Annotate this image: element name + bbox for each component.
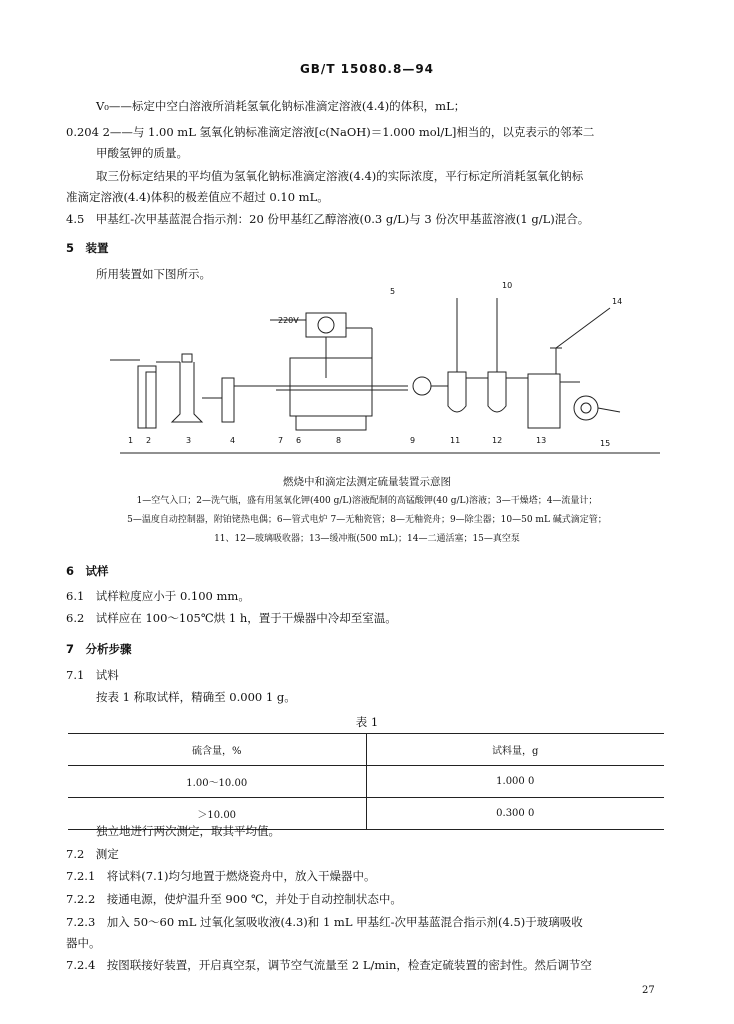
table-cell: 1.00～10.00 bbox=[68, 766, 366, 798]
diagram-label: 3 bbox=[186, 436, 192, 445]
diagram-label: 5 bbox=[390, 287, 396, 296]
diagram-label: 6 bbox=[296, 436, 302, 445]
diagram-label: 9 bbox=[410, 436, 416, 445]
text-line: 独立地进行两次测定，取其平均值。 bbox=[96, 824, 280, 838]
table-header-row bbox=[68, 734, 664, 766]
diagram-label: 13 bbox=[536, 436, 547, 445]
text-line: 准滴定溶液(4.4)体积的极差值应不超过 0.10 mL。 bbox=[66, 190, 329, 204]
figure-caption: 燃烧中和滴定法测定硫量装置示意图 bbox=[283, 476, 451, 488]
figure-legend: 5—温度自动控制器，附铂铑热电偶；6—管式电炉 7—无釉瓷管；8—无釉瓷舟；9—除尘器；10—50 mL 碱式滴定管； bbox=[127, 515, 607, 525]
text-line: 7.2.2 接通电源，使炉温升至 900 ℃，并处于自动控制状态中。 bbox=[66, 892, 402, 906]
text-line: 6.2 试样应在 100～105℃烘 1 h，置于干燥器中冷却至室温。 bbox=[66, 611, 397, 625]
text-line: 7.2.1 将试料(7.1)均匀地置于燃烧瓷舟中，放入干燥器中。 bbox=[66, 869, 376, 883]
diagram-label: 12 bbox=[492, 436, 503, 445]
diagram-label: 14 bbox=[612, 297, 623, 306]
text-line: 取三份标定结果的平均值为氢氧化钠标准滴定溶液(4.4)的实际浓度，平行标定所消耗氢氧化钠标 bbox=[96, 169, 584, 183]
text-line: 按表 1 称取试样，精确至 0.000 1 g。 bbox=[96, 690, 296, 704]
text-line: 0.204 2——与 1.00 mL 氢氧化钠标准滴定溶液[c(NaOH)＝1.000 mol/L]相当的，以克表示的邻苯二 bbox=[66, 125, 595, 139]
text-line: 所用装置如下图所示。 bbox=[96, 267, 211, 281]
table-header-cell: 硫含量，% bbox=[68, 734, 366, 766]
figure-legend: 1—空气入口；2—洗气瓶，盛有用氢氧化钾(400 g/L)溶液配制的高锰酸钾(40 g/L)溶液；3—干燥塔；4—流量计； bbox=[136, 496, 598, 506]
table-row bbox=[68, 766, 664, 798]
text-line: 7.1 试料 bbox=[66, 668, 119, 682]
text-line: 4.5 甲基红-次甲基蓝混合指示剂：20 份甲基红乙醇溶液(0.3 g/L)与 3 份次甲基蓝溶液(1 g/L)混合。 bbox=[66, 212, 590, 226]
page-number: 27 bbox=[642, 985, 655, 996]
table-title: 表 1 bbox=[355, 715, 379, 729]
diagram-label: 8 bbox=[336, 436, 342, 445]
text-line: 7.2.3 加入 50～60 mL 过氧化氢吸收液(4.3)和 1 mL 甲基红-次甲基蓝混合指示剂(4.5)于玻璃吸收 bbox=[66, 915, 583, 929]
text-line: 7.2.4 按图联接好装置，开启真空泵，调节空气流量至 2 L/min，检查定硫装置的密封性。然后调节空 bbox=[66, 958, 592, 972]
diagram-label: 11 bbox=[450, 436, 461, 445]
text-line: 甲酸氢钾的质量。 bbox=[96, 146, 188, 160]
page-header: GB/T 15080.8—94 bbox=[299, 62, 435, 76]
table-header-cell: 试料量，g bbox=[366, 734, 664, 766]
text-line: 器中。 bbox=[66, 936, 101, 950]
section-title: 7 分析步骤 bbox=[66, 642, 132, 656]
text-line: 6.1 试样粒度应小于 0.100 mm。 bbox=[66, 589, 250, 603]
diagram-label: 4 bbox=[230, 436, 236, 445]
section-title: 5 装置 bbox=[66, 241, 109, 255]
text-line: V₀——标定中空白溶液所消耗氢氧化钠标准滴定溶液(4.4)的体积，mL； bbox=[96, 99, 466, 113]
diagram-label: 10 bbox=[502, 281, 513, 290]
diagram-label: 7 bbox=[278, 436, 284, 445]
table-cell: 1.000 0 bbox=[366, 766, 664, 798]
text-line: 7.2 测定 bbox=[66, 847, 119, 861]
diagram-label: 2 bbox=[146, 436, 152, 445]
diagram-label: 15 bbox=[600, 439, 611, 448]
section-title: 6 试样 bbox=[66, 564, 109, 578]
table-cell: 0.300 0 bbox=[366, 798, 664, 830]
apparatus-diagram bbox=[110, 278, 670, 458]
voltage-label: 220V bbox=[278, 316, 299, 325]
table-cell: ＞10.00 bbox=[68, 798, 366, 830]
figure-legend: 11、12—玻璃吸收器；13—缓冲瓶(500 mL)；14—二通活塞；15—真空泵 bbox=[214, 534, 520, 544]
diagram-label: 1 bbox=[128, 436, 134, 445]
sulfur-sample-table bbox=[68, 733, 664, 830]
